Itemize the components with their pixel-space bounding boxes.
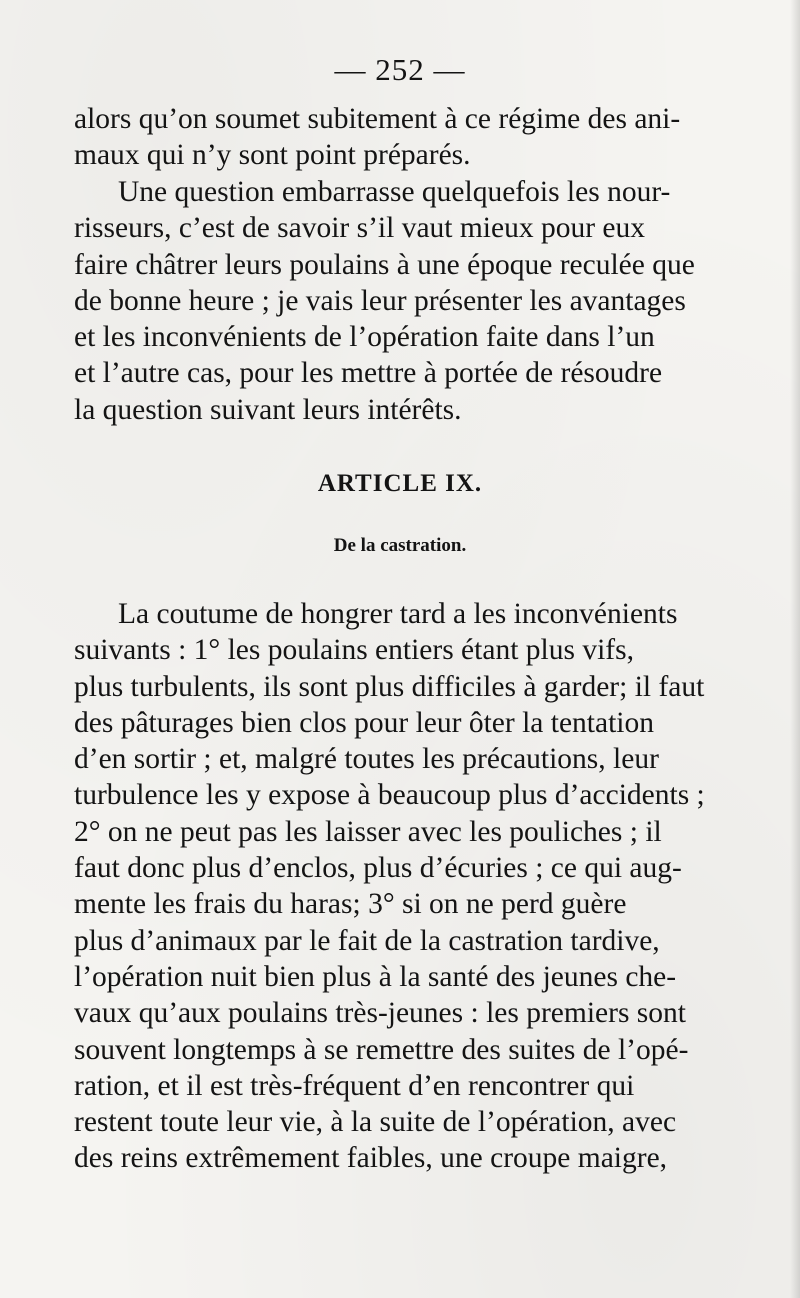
text-line: 2° on ne peut pas les laisser avec les pouliches ; il <box>74 815 662 848</box>
text-line: la question suivant leurs intérêts. <box>74 393 462 426</box>
text-line: alors qu’on soumet subitement à ce régime des ani- <box>74 103 681 135</box>
text-line: restent toute leur vie, à la suite de l’opération, avec <box>74 1106 677 1139</box>
text-line: ration, et il est très-fréquent d’en rencontrer qui <box>74 1069 635 1102</box>
text-line: d’en sortir ; et, malgré toutes les précautions, leur <box>74 743 659 776</box>
text-line: souvent longtemps à se remettre des suites de l’opé- <box>74 1033 689 1066</box>
text-line: des pâturages bien clos pour leur ôter la tentation <box>74 706 654 739</box>
text-line: maux qui n’y sont point préparés. <box>74 139 471 172</box>
text-line: et l’autre cas, pour les mettre à portée de résoudre <box>74 357 663 390</box>
text-line: l’opération nuit bien plus à la santé des jeunes che- <box>74 960 677 993</box>
text-line: de bonne heure ; je vais leur présenter les avantages <box>74 284 686 317</box>
text-line: plus turbulents, ils sont plus difficiles à garder; il faut <box>74 670 705 703</box>
paragraph-2 <box>74 174 742 428</box>
article-subtitle: De la castration. <box>333 535 467 556</box>
text-line: risseurs, c’est de savoir s’il vaut mieux pour eux <box>74 212 646 245</box>
text-line: et les inconvénients de l’opération faite dans l’un <box>74 321 655 354</box>
text-line: suivants : 1° les poulains entiers étant plus vifs, <box>74 634 634 667</box>
page-edge-shadow <box>790 0 800 1298</box>
text-line: turbulence les y expose à beaucoup plus d’accidents ; <box>74 779 705 812</box>
paragraph-3 <box>74 596 742 1177</box>
text-line: mente les frais du haras; 3° si on ne perd guère <box>74 888 627 921</box>
text-line: faut donc plus d’enclos, plus d’écuries ; ce qui aug- <box>74 852 682 885</box>
page-number: — 252 — <box>334 52 466 87</box>
article-title: ARTICLE IX. <box>317 470 483 497</box>
text-line: faire châtrer leurs poulains à une époque reculée que <box>74 248 695 281</box>
text-line: Une question embarrasse quelquefois les nour- <box>118 176 671 208</box>
text-line: La coutume de hongrer tard a les inconvénients <box>118 598 678 630</box>
text-line: des reins extrêmement faibles, une croupe maigre, <box>74 1142 668 1175</box>
paragraph-1 <box>74 101 742 174</box>
text-line: vaux qu’aux poulains très-jeunes : les premiers sont <box>74 997 686 1030</box>
text-line: plus d’animaux par le fait de la castration tardive, <box>74 924 660 957</box>
